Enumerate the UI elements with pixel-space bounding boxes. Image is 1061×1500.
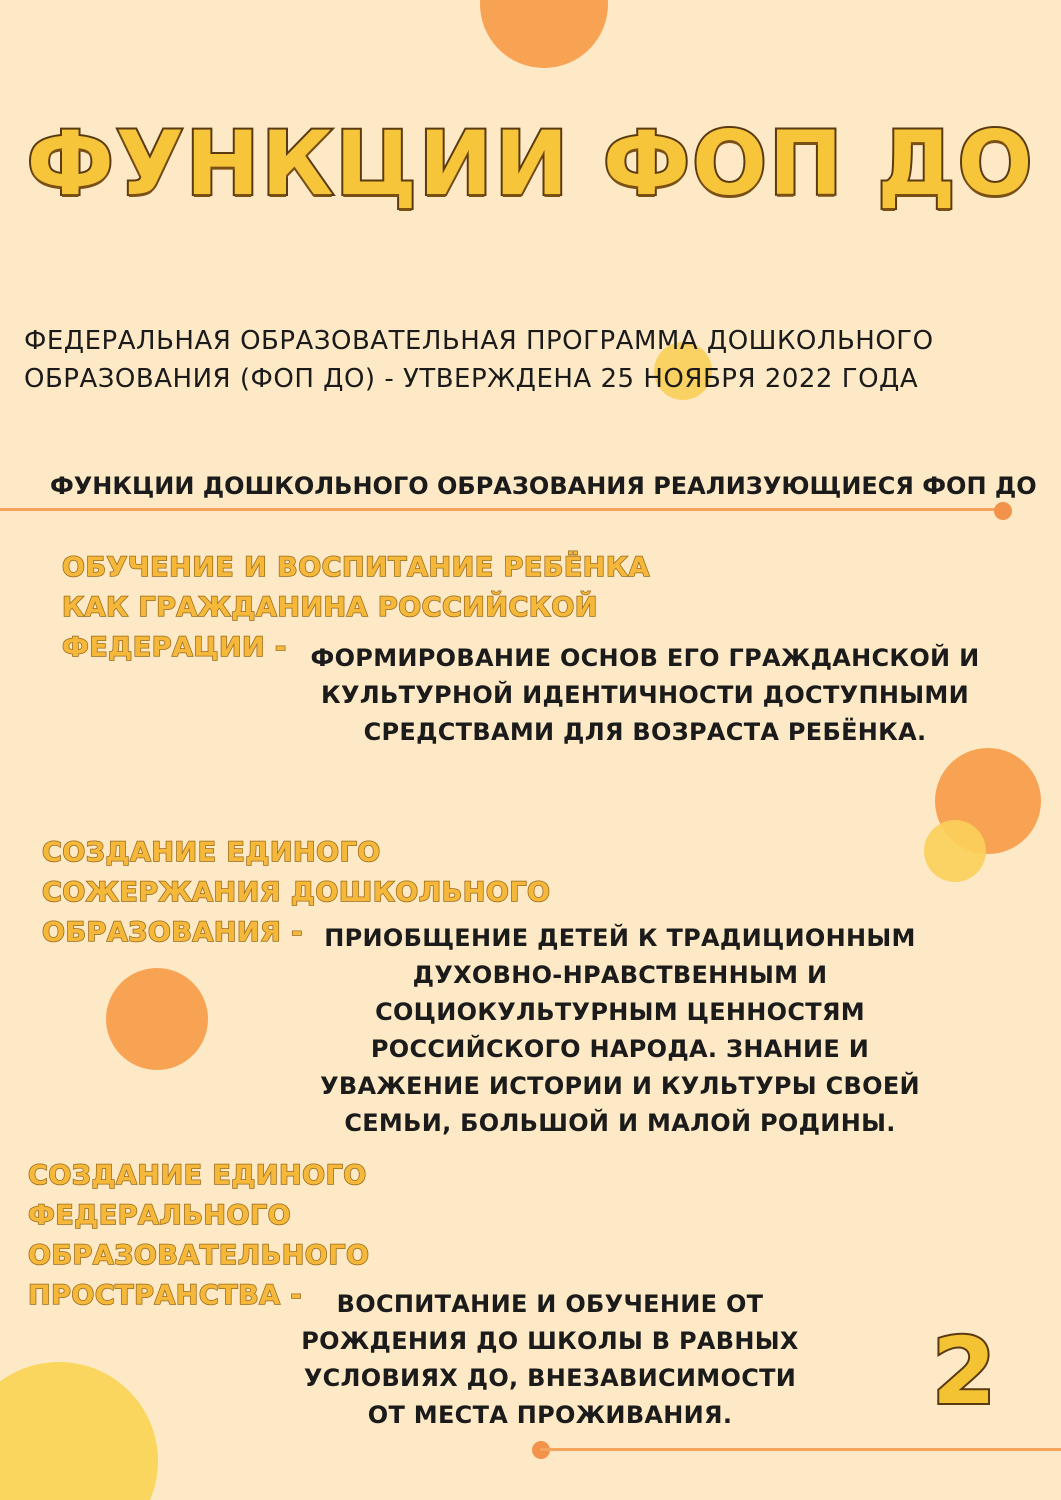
decor-circle-left [106,968,208,1070]
decor-circle-right-small [924,820,986,882]
section-divider [0,508,1000,511]
page-number: 2 [932,1318,997,1425]
description-line: ПРИОБЩЕНИЕ ДЕТЕЙ К ТРАДИЦИОННЫМ [324,924,916,952]
heading-line: ФЕДЕРАЦИИ - [62,632,287,663]
description-line: КУЛЬТУРНОЙ ИДЕНТИЧНОСТИ ДОСТУПНЫМИ [321,681,969,709]
heading-line: СОЗДАНИЕ ЕДИНОГО [42,837,381,868]
description-line: ДУХОВНО-НРАВСТВЕННЫМ И [412,961,828,989]
heading-line: СОЗДАНИЕ ЕДИНОГО [28,1160,367,1191]
heading-line: ПРОСТРАНСТВА - [28,1280,303,1311]
intro-line: ФЕДЕРАЛЬНАЯ ОБРАЗОВАТЕЛЬНАЯ ПРОГРАММА ДОШКОЛЬНОГО [24,326,934,356]
heading-line: ОБРАЗОВАТЕЛЬНОГО [28,1240,370,1271]
heading-line: КАК ГРАЖДАНИНА РОССИЙСКОЙ [62,592,598,623]
description-line: ОТ МЕСТА ПРОЖИВАНИЯ. [367,1401,733,1429]
function-description-3 [280,1286,820,1434]
bottom-divider [540,1448,1061,1451]
decor-circle-top [480,0,608,68]
section-heading: ФУНКЦИИ ДОШКОЛЬНОГО ОБРАЗОВАНИЯ РЕАЛИЗУЮЩИЕСЯ ФОП ДО [50,472,1037,500]
description-line: УВАЖЕНИЕ ИСТОРИИ И КУЛЬТУРЫ СВОЕЙ [320,1072,920,1100]
heading-line: ОБРАЗОВАНИЯ - [42,917,303,948]
description-line: СРЕДСТВАМИ ДЛЯ ВОЗРАСТА РЕБЁНКА. [363,718,927,746]
description-line: ВОСПИТАНИЕ И ОБУЧЕНИЕ ОТ [336,1290,764,1318]
page-title: ФУНКЦИИ ФОП ДО [26,112,1035,215]
section-divider-dot [994,502,1012,520]
heading-line: ФЕДЕРАЛЬНОГО [28,1200,292,1231]
description-line: ФОРМИРОВАНИЕ ОСНОВ ЕГО ГРАЖДАНСКОЙ И [310,644,980,672]
heading-line: СОЖЕРЖАНИЯ ДОШКОЛЬНОГО [42,877,551,908]
function-description-2 [300,920,940,1142]
function-description-1 [300,640,990,751]
intro-line: ОБРАЗОВАНИЯ (ФОП ДО) - УТВЕРЖДЕНА 25 НОЯБРЯ 2022 ГОДА [24,364,919,394]
decor-circle-bottom [0,1362,158,1500]
intro-text [24,322,1044,398]
description-line: РОЖДЕНИЯ ДО ШКОЛЫ В РАВНЫХ [301,1327,799,1355]
description-line: УСЛОВИЯХ ДО, ВНЕЗАВИСИМОСТИ [303,1364,797,1392]
description-line: РОССИЙСКОГО НАРОДА. ЗНАНИЕ И [370,1035,870,1063]
description-line: СОЦИОКУЛЬТУРНЫМ ЦЕННОСТЯМ [375,998,865,1026]
description-line: СЕМЬИ, БОЛЬШОЙ И МАЛОЙ РОДИНЫ. [344,1109,896,1137]
heading-line: ОБУЧЕНИЕ И ВОСПИТАНИЕ РЕБЁНКА [62,552,650,583]
